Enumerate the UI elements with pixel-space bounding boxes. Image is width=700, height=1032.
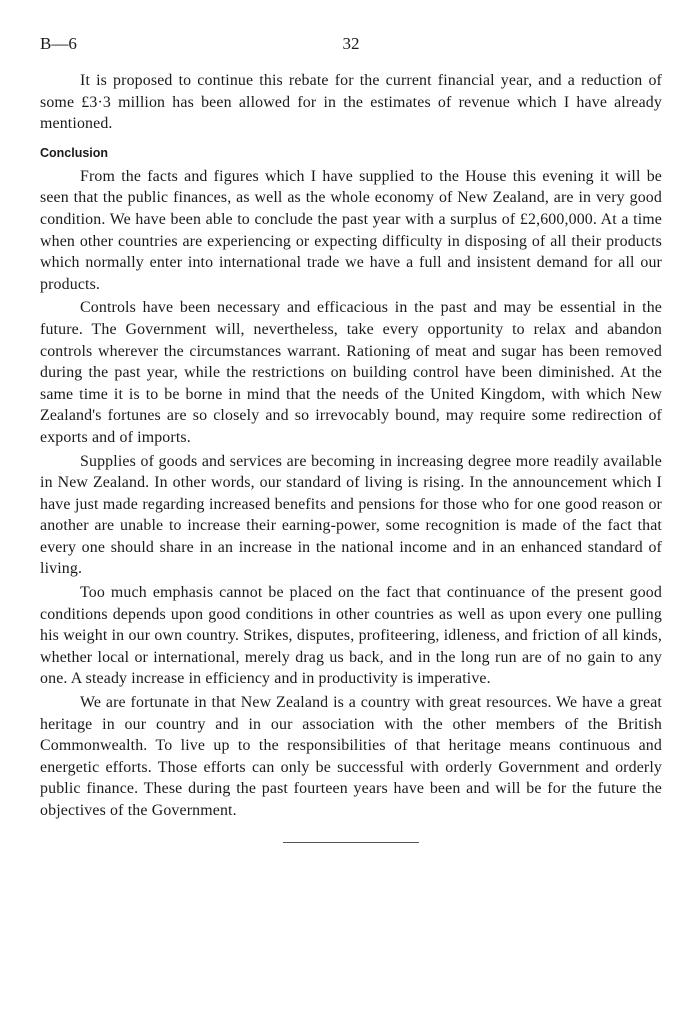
- paragraph-supplies: Supplies of goods and services are becoming in increasing degree more readily available in New Zealand. In other words, our standard of living is rising. In the announcement which I have just made regarding increased benefits and pensions for those who for one good reason or another are unable to increase their earning-power, some recognition is made of the fact that every one should share in an increase in the national income and in an enhanced standard of living.: [40, 452, 662, 578]
- document-page: [40, 30, 662, 843]
- document-reference: B—6: [40, 34, 77, 53]
- document-body: [40, 70, 662, 822]
- page-header: [40, 30, 662, 54]
- section-heading: Conclusion: [40, 145, 109, 160]
- paragraph-heritage: We are fortunate in that New Zealand is a country with great resources. We have a great heritage in our country and in our association with the other members of the British Commonwealth. To live up to the responsibilities of that heritage means continuous and energetic efforts. Those efforts can only be successful with orderly Government and orderly public finance. These during the past fourteen years have been and will be for the future the objectives of the Government.: [40, 694, 662, 819]
- paragraph-emphasis: Too much emphasis cannot be placed on the fact that continuance of the present good conditions depends upon good conditions in other countries as well as upon every one pulling his weight in our own country. Strikes, disputes, profiteering, idleness, and friction of all kinds, whether local or international, merely drag us back, and in the long run are of no gain to any one. A steady increase in efficiency and in productivity is imperative.: [40, 584, 662, 688]
- page-number: 32: [342, 34, 360, 53]
- paragraph-rebate: It is proposed to continue this rebate for the current financial year, and a reduction of some £3·3 million has been allowed for in the estimates of revenue which I have already mentioned.: [40, 72, 662, 133]
- paragraph-controls: Controls have been necessary and efficacious in the past and may be essential in the future. The Government will, nevertheless, take every opportunity to relax and abandon controls wherever the circumstances warrant. Rationing of meat and sugar has been removed during the past year, while the restrictions on building control have been diminished. At the same time it is to be borne in mind that the needs of the United Kingdom, with which New Zealand's fortunes are so closely and so irrevocably bound, may require some redirection of exports and of imports.: [40, 299, 662, 446]
- closing-rule: [283, 842, 419, 843]
- paragraph-public-finances: From the facts and figures which I have supplied to the House this evening it will be seen that the public finances, as well as the whole economy of New Zealand, are in very good condition. We have been able to conclude the past year with a surplus of £2,600,000. At a time when other countries are experiencing or expecting difficulty in disposing of all their products which normally enter into international trade we have a full and insistent demand for all our products.: [40, 167, 662, 293]
